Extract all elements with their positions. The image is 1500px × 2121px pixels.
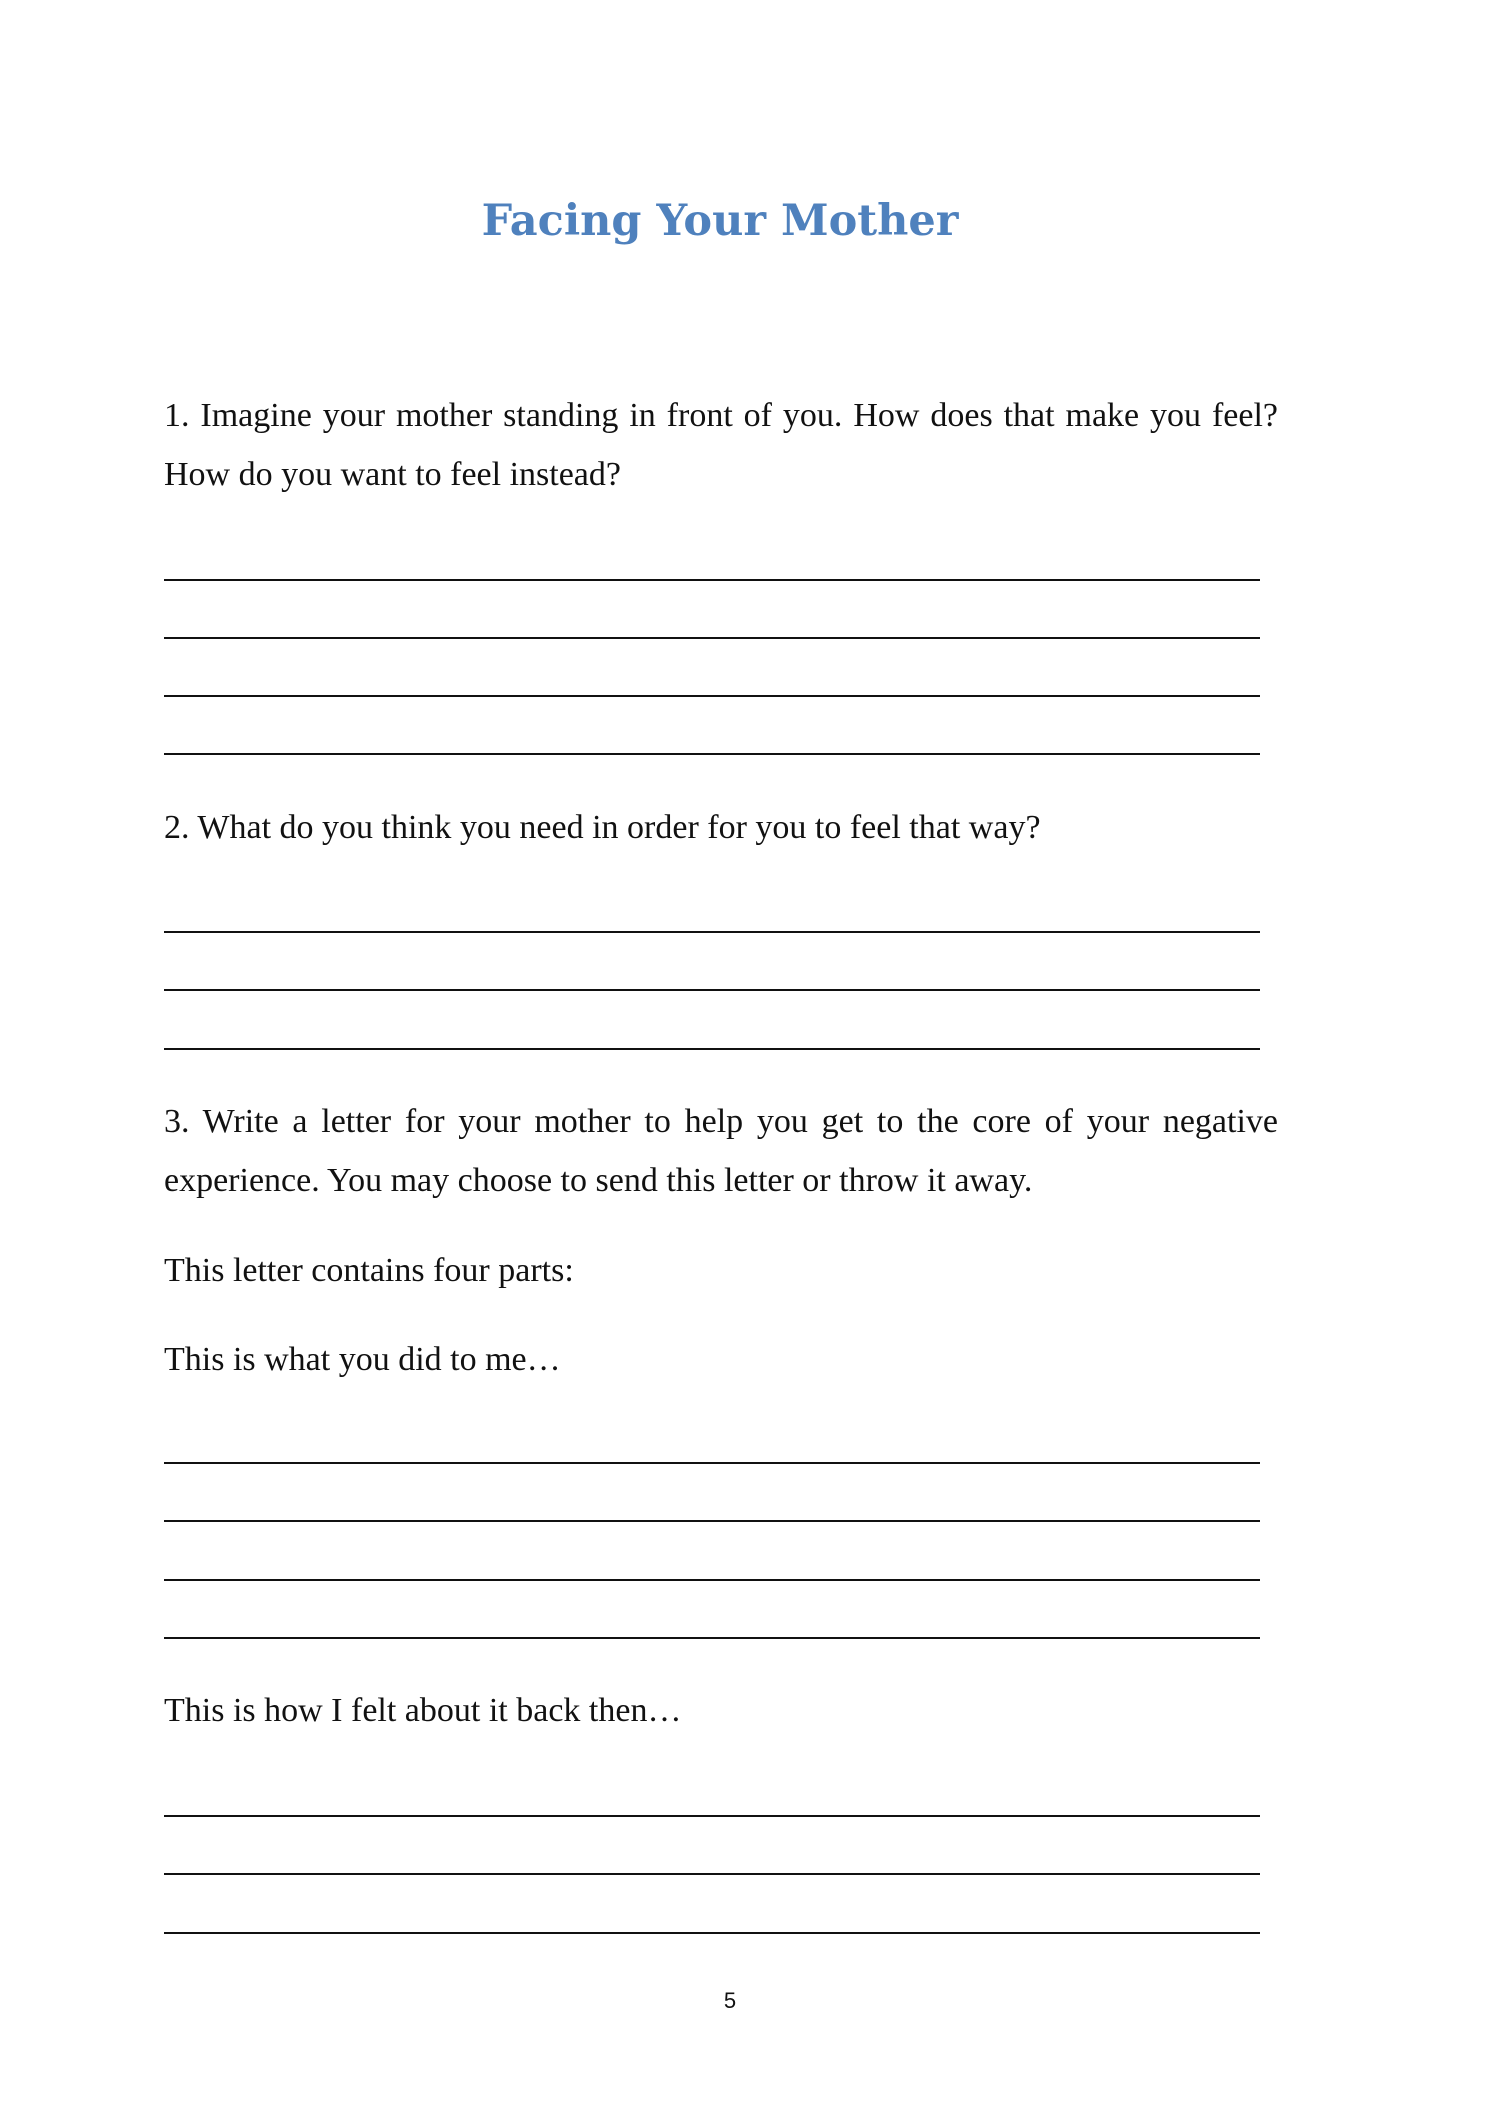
answer-line[interactable] [164, 1873, 1260, 1875]
answer-line[interactable] [164, 579, 1260, 581]
page-number: 5 [723, 1988, 737, 2013]
question-2: 2. What do you think you need in order for you to feel that way? [164, 809, 1041, 846]
answer-line[interactable] [164, 989, 1260, 991]
answer-line[interactable] [164, 1815, 1260, 1817]
part-2-prompt: This is how I felt about it back then… [164, 1692, 682, 1729]
answer-line[interactable] [164, 753, 1260, 755]
answer-line[interactable] [164, 931, 1260, 933]
question-3: 3. Write a letter for your mother to help you get to the core of your negative experience. You may choose to send this letter or throw it away. [164, 1103, 1278, 1199]
answer-line[interactable] [164, 1932, 1260, 1934]
answer-line[interactable] [164, 1048, 1260, 1050]
answer-line[interactable] [164, 637, 1260, 639]
answer-line[interactable] [164, 1462, 1260, 1464]
part-1-prompt: This is what you did to me… [164, 1341, 561, 1378]
question-1: 1. Imagine your mother standing in front of you. How does that make you feel? How do you want to feel instead? [164, 397, 1278, 493]
answer-line[interactable] [164, 1579, 1260, 1581]
parts-intro: This letter contains four parts: [164, 1252, 574, 1289]
answer-line[interactable] [164, 1520, 1260, 1522]
page-title: Facing Your Mother [481, 196, 959, 246]
answer-line[interactable] [164, 695, 1260, 697]
answer-line[interactable] [164, 1637, 1260, 1639]
